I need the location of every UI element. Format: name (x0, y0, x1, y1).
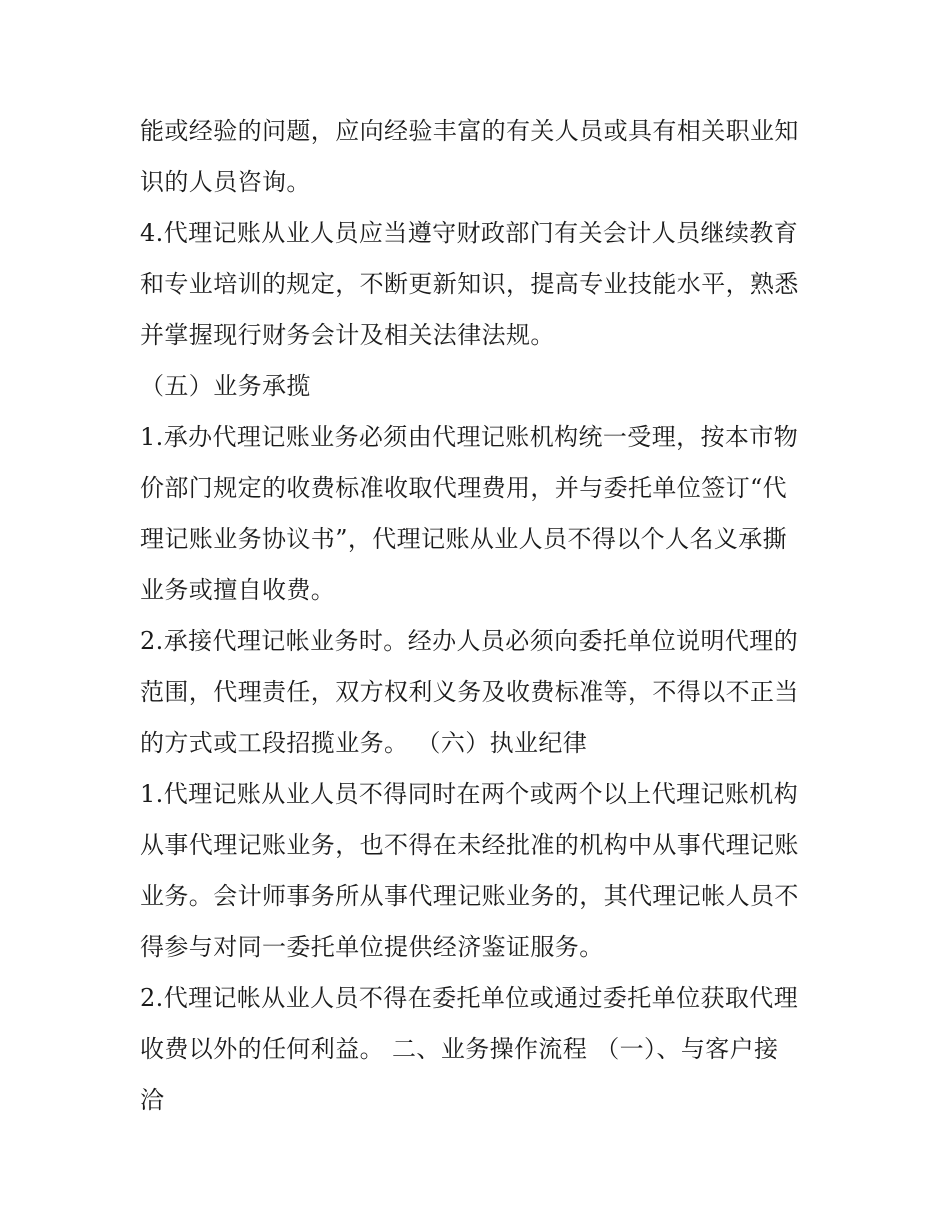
text-line: 2.代理记帐从业人员不得在委托单位或通过委托单位获取代理 (140, 984, 799, 1012)
text-line: 识的人员咨询。 (140, 168, 311, 196)
text-line: 1.承办代理记账业务必须由代理记账机构统一受理，按本市物 (140, 423, 799, 451)
text-line: 收费以外的任何利益。 二、业务操作流程 （一）、与客户接 (140, 1035, 779, 1063)
text-line: 业务。会计师事务所从事代理记账业务的，其代理记帐人员不 (140, 882, 799, 910)
text-line: 业务或擅自收费。 (140, 576, 336, 604)
text-line: 4.代理记账从业人员应当遵守财政部门有关会计人员继续教育 (140, 219, 799, 247)
text-line: 洽 (140, 1086, 165, 1114)
text-line: 范围，代理责任，双方权利义务及收费标准等，不得以不正当 (140, 678, 799, 706)
text-line: 并掌握现行财务会计及相关法律法规。 (140, 321, 555, 349)
text-line: 和专业培训的规定，不断更新知识，提高专业技能水平，熟悉 (140, 270, 799, 298)
section-heading: （五）业务承揽 (140, 372, 311, 400)
text-line: 1.代理记账从业人员不得同时在两个或两个以上代理记账机构 (140, 780, 799, 808)
text-line: 2.承接代理记帐业务时。经办人员必须向委托单位说明代理的 (140, 627, 799, 655)
text-line: 能或经验的问题，应向经验丰富的有关人员或具有相关职业知 (140, 117, 799, 145)
text-line: 理记账业务协议书”，代理记账从业人员不得以个人名义承撕 (140, 525, 788, 553)
text-line: 价部门规定的收费标准收取代理费用，并与委托单位签订“代 (140, 474, 788, 502)
text-line: 得参与对同一委托单位提供经济鉴证服务。 (140, 933, 604, 961)
text-line: 从事代理记账业务，也不得在未经批准的机构中从事代理记账 (140, 831, 799, 859)
document-body (140, 106, 820, 1126)
text-line: 的方式或工段招揽业务。 （六）执业纪律 (140, 729, 588, 757)
